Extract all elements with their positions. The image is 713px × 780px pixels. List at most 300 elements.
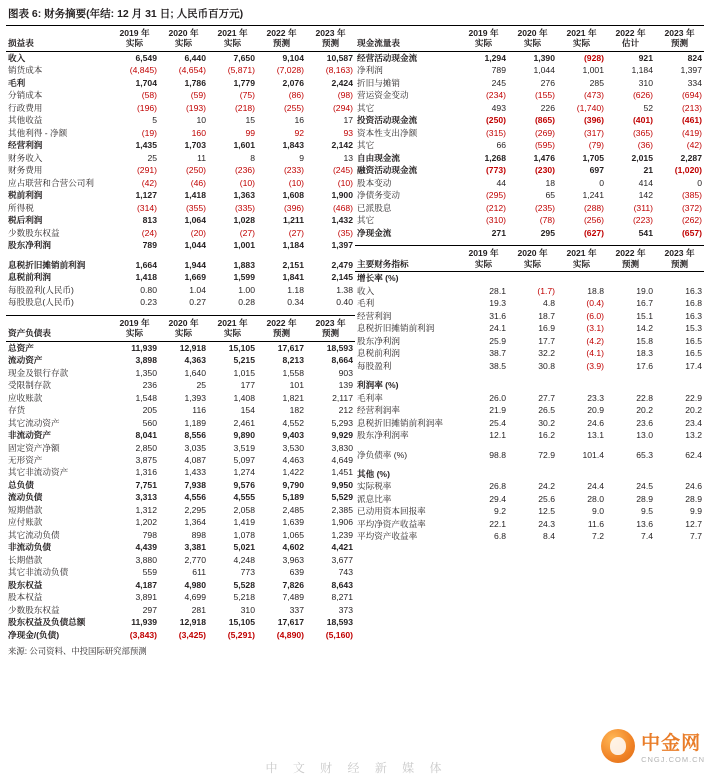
cash-flow-row-label: 净利润 (357, 65, 383, 76)
balance-sheet-cell: (3,843) (129, 629, 157, 640)
key-metrics-cell: 28.9 (636, 493, 653, 504)
balance-sheet-row-label: 短期借款 (8, 504, 43, 515)
balance-sheet-cell: 2,461 (233, 417, 255, 428)
income-statement-cell: 1,044 (184, 240, 206, 251)
cash-flow-row-label: 折旧与摊销 (357, 77, 400, 88)
cash-flow-cell: (213) (681, 102, 702, 113)
balance-sheet-row (6, 392, 355, 404)
key-metrics-cell: 23.3 (587, 392, 604, 403)
key-metrics-row-label (355, 461, 459, 468)
income-statement-row (6, 271, 355, 283)
balance-sheet-cell: 2,485 (282, 504, 304, 515)
balance-sheet-row (6, 516, 355, 528)
cash-flow-cell: (473) (583, 90, 604, 101)
income-statement-row-label: 财务费用 (8, 165, 43, 176)
income-statement-cell: 6,549 (135, 52, 157, 63)
balance-sheet-cell: 903 (338, 367, 353, 378)
key-metrics-cell: 72.9 (538, 449, 555, 460)
income-statement-cell: 8 (250, 152, 255, 163)
key-metrics-row-label: 已动用资本回报率 (357, 506, 426, 517)
key-metrics-cell (606, 372, 655, 379)
key-metrics-cell: 38.7 (489, 348, 506, 359)
key-metrics-cell (655, 442, 704, 449)
income-statement-cell: (250) (185, 165, 206, 176)
balance-sheet-row (6, 529, 355, 541)
cash-flow-row (355, 214, 704, 226)
balance-sheet-row (6, 379, 355, 391)
income-statement-cell: 1,601 (233, 140, 255, 151)
key-metrics-cell: 15.8 (636, 335, 653, 346)
cash-flow-row (355, 139, 704, 151)
key-metrics-cell (459, 272, 508, 285)
income-statement-cell: 5 (152, 115, 157, 126)
balance-sheet-cell: (4,890) (276, 629, 304, 640)
balance-sheet-cell: 4,187 (135, 579, 157, 590)
income-statement-cell: 2,076 (282, 77, 304, 88)
income-statement-cell: (255) (283, 102, 304, 113)
balance-sheet-cell: 1,239 (331, 529, 353, 540)
balance-sheet-row-label: 股东权益 (8, 579, 43, 590)
right-column (355, 25, 704, 641)
key-metrics-cell: 20.9 (587, 405, 604, 416)
income-statement-cell: 813 (142, 215, 157, 226)
key-metrics-cell: 16.5 (685, 335, 702, 346)
balance-sheet-cell: (3,425) (178, 629, 206, 640)
income-statement-cell: (27) (288, 227, 304, 238)
income-statement-cell: (10) (239, 177, 255, 188)
income-statement-row-label (6, 252, 110, 259)
balance-sheet-row-label: 现金及银行存款 (8, 367, 69, 378)
cash-flow-cell: (36) (637, 140, 653, 151)
key-metrics-cell: 25.9 (489, 335, 506, 346)
income-statement-cell: (42) (141, 177, 157, 188)
key-metrics-row-label: 息税折旧摊销前利润 (357, 323, 435, 334)
balance-sheet-row-label: 其它非流动资产 (8, 467, 69, 478)
income-statement-cell: 1.18 (287, 284, 304, 295)
cash-flow-cell: (256) (583, 215, 604, 226)
income-statement-cell: (396) (283, 202, 304, 213)
income-statement-row-label: 收入 (8, 52, 26, 63)
key-metrics-row-label: 股东净利润率 (357, 430, 409, 441)
key-metrics-cell (508, 272, 557, 285)
key-metrics-cell: 6.8 (494, 531, 506, 542)
balance-sheet-cell: 139 (338, 380, 353, 391)
income-statement-header-title: 损益表 (6, 26, 110, 52)
cash-flow-cell: (250) (485, 115, 506, 126)
income-statement-header-col-2: 2021 年 实际 (208, 26, 257, 52)
income-statement-row-label: 股东净利润 (8, 240, 51, 251)
balance-sheet-cell: 205 (142, 405, 157, 416)
key-metrics-row (355, 297, 704, 309)
income-statement-cell (306, 252, 355, 259)
income-statement-cell (110, 252, 159, 259)
income-statement-cell: 10,587 (326, 52, 353, 63)
key-metrics-row (355, 480, 704, 492)
key-metrics-cell: 7.4 (641, 531, 653, 542)
key-metrics-cell (459, 468, 508, 480)
income-statement-cell: (19) (141, 127, 157, 138)
key-metrics-cell: 38.5 (489, 360, 506, 371)
balance-sheet-row (6, 479, 355, 491)
key-metrics-cell: 28.9 (685, 493, 702, 504)
cash-flow-row-label: 自由现金流 (357, 152, 400, 163)
cash-flow-cell: 276 (540, 77, 555, 88)
balance-sheet-cell: 3,313 (135, 492, 157, 503)
income-statement-cell: (4,845) (129, 65, 157, 76)
balance-sheet-row (6, 341, 355, 354)
cash-flow-cell: (42) (686, 140, 702, 151)
key-metrics-cell: 21.9 (489, 405, 506, 416)
cash-flow-row-label: 经营活动现金流 (357, 52, 418, 63)
income-statement-cell: 2,151 (282, 259, 304, 270)
cash-flow-cell: (865) (534, 115, 555, 126)
cash-flow-cell: (223) (632, 215, 653, 226)
balance-sheet-cell: 560 (142, 417, 157, 428)
key-metrics-cell: 13.2 (685, 430, 702, 441)
balance-sheet-cell: 4,980 (184, 579, 206, 590)
cash-flow-cell: (234) (485, 90, 506, 101)
income-statement-row-label: 息税前利润 (8, 272, 51, 283)
cash-flow-cell: 142 (638, 190, 653, 201)
income-statement-row-label: 每股股息(人民币) (8, 297, 74, 308)
balance-sheet-cell: 236 (142, 380, 157, 391)
balance-sheet-header-col-2: 2021 年 实际 (208, 315, 257, 341)
cash-flow-row (355, 64, 704, 76)
income-statement-row (6, 227, 355, 239)
income-statement-cell: 2,424 (331, 77, 353, 88)
key-metrics-row-label: 平均资产收益率 (357, 531, 418, 542)
key-metrics-cell (557, 442, 606, 449)
key-metrics-cell: 19.0 (636, 285, 653, 296)
income-statement-table (6, 25, 355, 309)
balance-sheet-cell: 1,015 (233, 367, 255, 378)
income-statement-row-label: 所得税 (8, 202, 34, 213)
cash-flow-cell: (365) (632, 127, 653, 138)
cash-flow-row (355, 189, 704, 201)
cash-flow-header-col-1: 2020 年 实际 (508, 26, 557, 52)
balance-sheet-row (6, 541, 355, 553)
cash-flow-cell: (235) (534, 202, 555, 213)
balance-sheet-cell: 9,790 (282, 479, 304, 490)
key-metrics-cell: 22.1 (489, 518, 506, 529)
key-metrics-row-label: 其他 (%) (357, 468, 390, 479)
cash-flow-cell: 271 (491, 227, 506, 238)
key-metrics-row (355, 379, 704, 391)
income-statement-cell: 1,184 (282, 240, 304, 251)
balance-sheet-cell: 116 (192, 405, 206, 416)
income-statement-cell: 1,703 (184, 140, 206, 151)
key-metrics-row (355, 310, 704, 322)
key-metrics-row-label: 息税折旧摊销前利润率 (357, 417, 443, 428)
income-statement-cell: 10 (196, 115, 206, 126)
key-metrics-cell: 8.4 (543, 531, 555, 542)
key-metrics-row-label: 实际税率 (357, 481, 392, 492)
key-metrics-cell: 20.2 (685, 405, 702, 416)
key-metrics-cell: 31.6 (489, 310, 506, 321)
balance-sheet-row-label: 存货 (8, 405, 26, 416)
key-metrics-cell: 26.5 (538, 405, 555, 416)
balance-sheet-row (6, 429, 355, 441)
income-statement-cell: 0.34 (287, 297, 304, 308)
key-metrics-cell: 28.0 (587, 493, 604, 504)
balance-sheet-cell: 3,035 (184, 442, 206, 453)
balance-sheet-cell: 3,530 (282, 442, 304, 453)
cash-flow-cell: (79) (588, 140, 604, 151)
balance-sheet-cell: 5,189 (282, 492, 304, 503)
key-metrics-cell: 11.6 (587, 518, 604, 529)
cash-flow-header-col-3: 2022 年 估计 (606, 26, 655, 52)
cash-flow-row-label: 投资活动现金流 (357, 115, 418, 126)
income-statement-row (6, 164, 355, 176)
balance-sheet-cell: 898 (191, 529, 206, 540)
balance-sheet-row (6, 491, 355, 503)
income-statement-cell: 16 (294, 115, 304, 126)
balance-sheet-cell: 9,929 (331, 430, 353, 441)
balance-sheet-cell: 4,463 (282, 454, 304, 465)
key-metrics-row (355, 493, 704, 505)
key-metrics-row-label: 增长率 (%) (357, 273, 399, 284)
income-statement-row-label: 税前利润 (8, 190, 43, 201)
cash-flow-cell: 789 (491, 65, 506, 76)
key-metrics-table (355, 245, 704, 543)
balance-sheet-cell: 3,677 (331, 554, 353, 565)
income-statement-cell: 1,432 (331, 215, 353, 226)
income-statement-cell: 7,650 (233, 52, 255, 63)
cash-flow-cell: (419) (681, 127, 702, 138)
key-metrics-cell: 9.5 (641, 506, 653, 517)
balance-sheet-row-label: 其它流动负债 (8, 529, 60, 540)
income-statement-row (6, 77, 355, 89)
key-metrics-cell: 23.4 (685, 417, 702, 428)
balance-sheet-cell: 11,939 (131, 617, 157, 628)
balance-sheet-row (6, 454, 355, 466)
income-statement-cell: 92 (294, 127, 304, 138)
income-statement-cell: (294) (332, 102, 353, 113)
key-metrics-cell (557, 461, 606, 468)
cash-flow-row (355, 177, 704, 189)
balance-sheet-cell: 3,381 (184, 542, 206, 553)
key-metrics-cell: 14.2 (636, 323, 653, 334)
key-metrics-cell (459, 442, 508, 449)
balance-sheet-cell: 2,850 (135, 442, 157, 453)
income-statement-cell: 1.04 (189, 284, 206, 295)
balance-sheet-cell: 743 (338, 567, 353, 578)
key-metrics-header-col-0: 2019 年 实际 (459, 246, 508, 272)
key-metrics-cell: 23.6 (636, 417, 653, 428)
balance-sheet-row-label: 股本权益 (8, 592, 43, 603)
cash-flow-cell: (385) (681, 190, 702, 201)
key-metrics-cell (508, 461, 557, 468)
balance-sheet-header-title: 资产负债表 (6, 315, 110, 341)
balance-sheet-table (6, 315, 355, 642)
key-metrics-row-label: 利润率 (%) (357, 380, 399, 391)
balance-sheet-row (6, 417, 355, 429)
key-metrics-row-label: 派息比率 (357, 493, 392, 504)
key-metrics-cell: 13.6 (636, 518, 653, 529)
cash-flow-cell: 310 (638, 77, 653, 88)
income-statement-cell: 1,127 (135, 190, 157, 201)
key-metrics-cell (606, 442, 655, 449)
income-statement-cell: 13 (343, 152, 353, 163)
key-metrics-cell: 27.7 (538, 392, 555, 403)
balance-sheet-cell: 11,939 (131, 342, 157, 353)
cash-flow-row-label: 已派股息 (357, 202, 392, 213)
balance-sheet-cell: 1,078 (233, 529, 255, 540)
balance-sheet-cell: 182 (289, 405, 304, 416)
balance-sheet-cell: 3,891 (135, 592, 157, 603)
balance-sheet-cell: 7,489 (282, 592, 304, 603)
key-metrics-cell: 22.9 (685, 392, 702, 403)
balance-sheet-cell: 3,519 (233, 442, 255, 453)
balance-sheet-cell: (5,291) (227, 629, 255, 640)
key-metrics-row (355, 322, 704, 334)
balance-sheet-cell: 17,617 (277, 617, 304, 628)
key-metrics-row-label: 毛利 (357, 298, 375, 309)
balance-sheet-header-row (6, 315, 355, 341)
income-statement-row-label: 每股盈利(人民币) (8, 284, 74, 295)
key-metrics-cell: 16.3 (685, 310, 702, 321)
balance-sheet-cell: 15,105 (228, 342, 255, 353)
income-statement-row (6, 139, 355, 151)
cash-flow-cell: 414 (638, 177, 653, 188)
income-statement-row-label: 应占联营和合营公司利 (8, 177, 94, 188)
key-metrics-cell: 24.6 (587, 417, 604, 428)
cash-flow-row (355, 114, 704, 126)
balance-sheet-cell: 17,617 (277, 342, 304, 353)
balance-sheet-cell: 9,403 (282, 430, 304, 441)
key-metrics-row-label (355, 372, 459, 379)
income-statement-cell (159, 252, 208, 259)
cash-flow-cell: (78) (539, 215, 555, 226)
cash-flow-cell: 52 (643, 102, 653, 113)
income-statement-header-col-1: 2020 年 实际 (159, 26, 208, 52)
cash-flow-row-label: 其它 (357, 102, 375, 113)
balance-sheet-cell: 3,963 (282, 554, 304, 565)
key-metrics-row (355, 449, 704, 461)
balance-sheet-cell: 154 (240, 405, 255, 416)
income-statement-row (6, 202, 355, 214)
cash-flow-row (355, 89, 704, 101)
key-metrics-header-row (355, 246, 704, 272)
balance-sheet-cell: 4,087 (184, 454, 206, 465)
income-statement-cell: (196) (136, 102, 157, 113)
income-statement-row-label: 其他收益 (8, 115, 43, 126)
balance-sheet-cell: 1,639 (282, 517, 304, 528)
cash-flow-row-label: 其它 (357, 140, 375, 151)
cash-flow-cell: 493 (491, 102, 506, 113)
balance-sheet-row (6, 616, 355, 628)
key-metrics-row-label: 经营利润率 (357, 405, 400, 416)
balance-sheet-cell: 4,552 (282, 417, 304, 428)
cash-flow-cell: (315) (485, 127, 506, 138)
cash-flow-row-label: 营运资金变动 (357, 90, 409, 101)
key-metrics-cell (557, 372, 606, 379)
income-statement-row-label: 行政费用 (8, 102, 43, 113)
income-statement-row (6, 284, 355, 296)
cash-flow-row-label: 资本性支出净额 (357, 127, 418, 138)
key-metrics-cell: 17.6 (636, 360, 653, 371)
key-metrics-cell (606, 461, 655, 468)
balance-sheet-row-label: 流动资产 (8, 355, 43, 366)
balance-sheet-cell: 4,439 (135, 542, 157, 553)
balance-sheet-cell: 5,218 (233, 592, 255, 603)
cash-flow-cell: (461) (681, 115, 702, 126)
income-statement-cell: (218) (234, 102, 255, 113)
cash-flow-cell: (311) (633, 202, 653, 213)
cash-flow-header-col-4: 2023 年 预测 (655, 26, 704, 52)
cash-flow-row-label: 净债务变动 (357, 190, 400, 201)
cash-flow-cell: (295) (485, 190, 506, 201)
balance-sheet-cell: 2,770 (184, 554, 206, 565)
income-statement-cell: 2,145 (331, 272, 353, 283)
balance-sheet-cell: 12,918 (179, 342, 206, 353)
balance-sheet-row-label: 无形资产 (8, 454, 43, 465)
cash-flow-cell: 65 (545, 190, 555, 201)
income-statement-cell: 0.23 (140, 297, 157, 308)
income-statement-cell: 2,479 (331, 259, 353, 270)
balance-sheet-cell: 9,890 (233, 430, 255, 441)
cash-flow-row-label: 融资活动现金流 (357, 165, 418, 176)
cash-flow-cell: 697 (589, 165, 604, 176)
key-metrics-cell (557, 379, 606, 391)
key-metrics-cell: 32.2 (538, 348, 555, 359)
key-metrics-cell: 15.3 (685, 323, 702, 334)
income-statement-cell: 0.80 (140, 284, 157, 295)
key-metrics-row (355, 335, 704, 347)
figure-title: 图表 6: 财务摘要(年结: 12 月 31 日; 人民币百万元) (8, 8, 244, 20)
key-metrics-row (355, 518, 704, 530)
income-statement-cell: 99 (245, 127, 255, 138)
cash-flow-header-col-2: 2021 年 实际 (557, 26, 606, 52)
key-metrics-cell: 13.0 (636, 430, 653, 441)
cash-flow-cell: (396) (583, 115, 604, 126)
income-statement-row-label: 息税折旧摊销前利润 (8, 259, 86, 270)
income-statement-cell: (86) (288, 90, 304, 101)
key-metrics-cell: 16.2 (538, 430, 555, 441)
balance-sheet-cell: 281 (191, 604, 206, 615)
balance-sheet-cell: 1,316 (135, 467, 157, 478)
income-statement-row-label: 税后利润 (8, 215, 43, 226)
key-metrics-row (355, 285, 704, 297)
income-statement-cell: (233) (283, 165, 304, 176)
balance-sheet-row-label: 净现金/(负债) (8, 629, 60, 640)
key-metrics-cell: 16.9 (538, 323, 555, 334)
cash-flow-cell: (1,020) (674, 165, 702, 176)
cash-flow-cell: 1,001 (582, 65, 604, 76)
cash-flow-cell: (657) (681, 227, 702, 238)
balance-sheet-cell: 7,826 (282, 579, 304, 590)
income-statement-row (6, 127, 355, 139)
key-metrics-cell (557, 468, 606, 480)
income-statement-cell: 1,418 (135, 272, 157, 283)
income-statement-row-label: 毛利 (8, 77, 26, 88)
balance-sheet-cell: 5,097 (233, 454, 255, 465)
key-metrics-row (355, 461, 704, 468)
key-metrics-cell (655, 372, 704, 379)
balance-sheet-cell: 1,065 (282, 529, 304, 540)
income-statement-header-col-4: 2023 年 预测 (306, 26, 355, 52)
key-metrics-cell: (1.7) (537, 285, 555, 296)
cash-flow-cell: (212) (485, 202, 506, 213)
key-metrics-row (355, 347, 704, 359)
income-statement-cell: (4,654) (178, 65, 206, 76)
balance-sheet-cell: 1,558 (282, 367, 304, 378)
balance-sheet-cell: 4,602 (282, 542, 304, 553)
source-note: 来源: 公司资料、中投国际研究部预测 (8, 646, 147, 657)
balance-sheet-row (6, 554, 355, 566)
income-statement-cell: (314) (136, 202, 157, 213)
income-statement-cell: 0.27 (189, 297, 206, 308)
